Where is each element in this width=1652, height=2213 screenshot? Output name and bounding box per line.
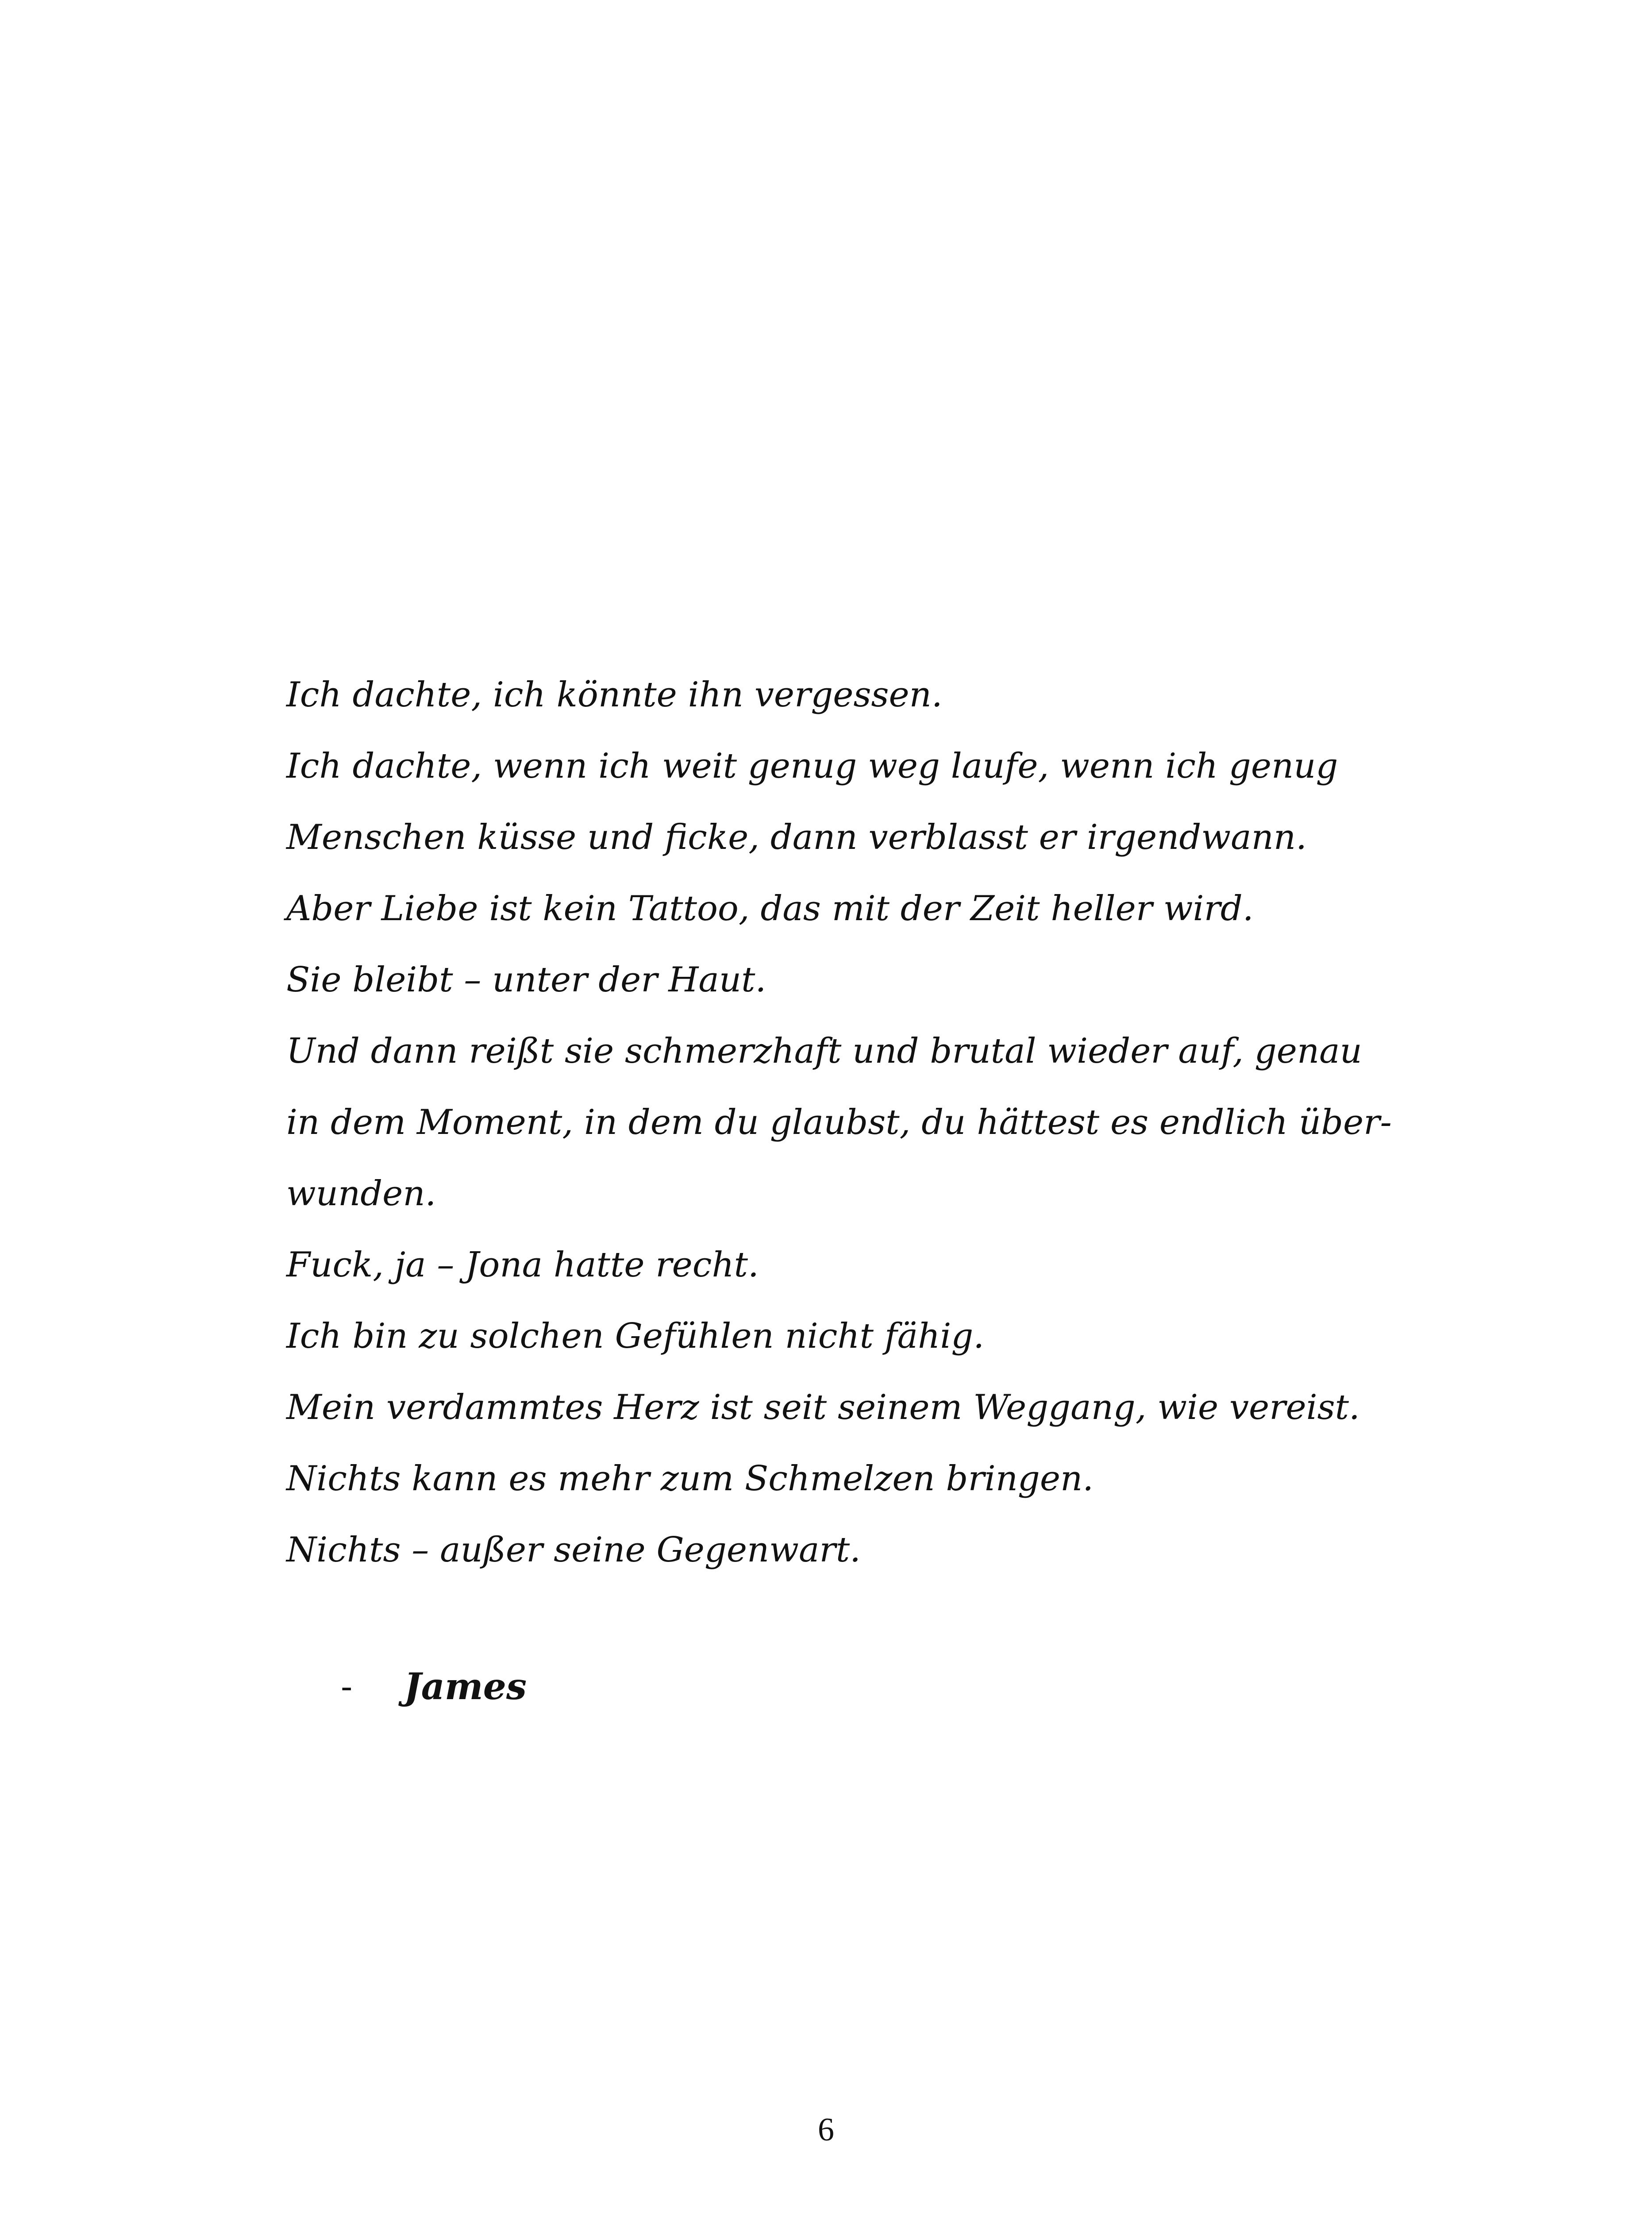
text-line: in dem Moment, in dem du glaubst, du hättest es endlich über- xyxy=(286,1103,1392,1142)
text-line: Menschen küsse und ficke, dann verblasst er irgendwann. xyxy=(286,817,1307,857)
text-line: wunden. xyxy=(286,1174,436,1214)
page-number: 6 xyxy=(818,2112,834,2148)
signature-dash: - xyxy=(341,1666,353,1707)
signature xyxy=(341,1651,527,1722)
text-line: Fuck, ja – Jona hatte recht. xyxy=(286,1245,759,1285)
text-line: Ich dachte, wenn ich weit genug weg laufe, wenn ich genug xyxy=(286,746,1338,786)
text-line: Ich dachte, ich könnte ihn vergessen. xyxy=(286,675,943,715)
text-line: Mein verdammtes Herz ist seit seinem Weggang, wie vereist. xyxy=(286,1388,1360,1427)
text-line: Nichts – außer seine Gegenwart. xyxy=(286,1530,861,1570)
text-line: Nichts kann es mehr zum Schmelzen bringen. xyxy=(286,1459,1094,1499)
quote-text-block xyxy=(286,659,1437,1586)
text-line: Und dann reißt sie schmerzhaft und brutal wieder auf, genau xyxy=(286,1031,1362,1071)
text-line: Ich bin zu solchen Gefühlen nicht fähig. xyxy=(286,1316,985,1356)
text-line: Aber Liebe ist kein Tattoo, das mit der Zeit heller wird. xyxy=(286,889,1254,929)
signature-name: James xyxy=(404,1665,527,1708)
text-line: Sie bleibt – unter der Haut. xyxy=(286,960,766,1000)
